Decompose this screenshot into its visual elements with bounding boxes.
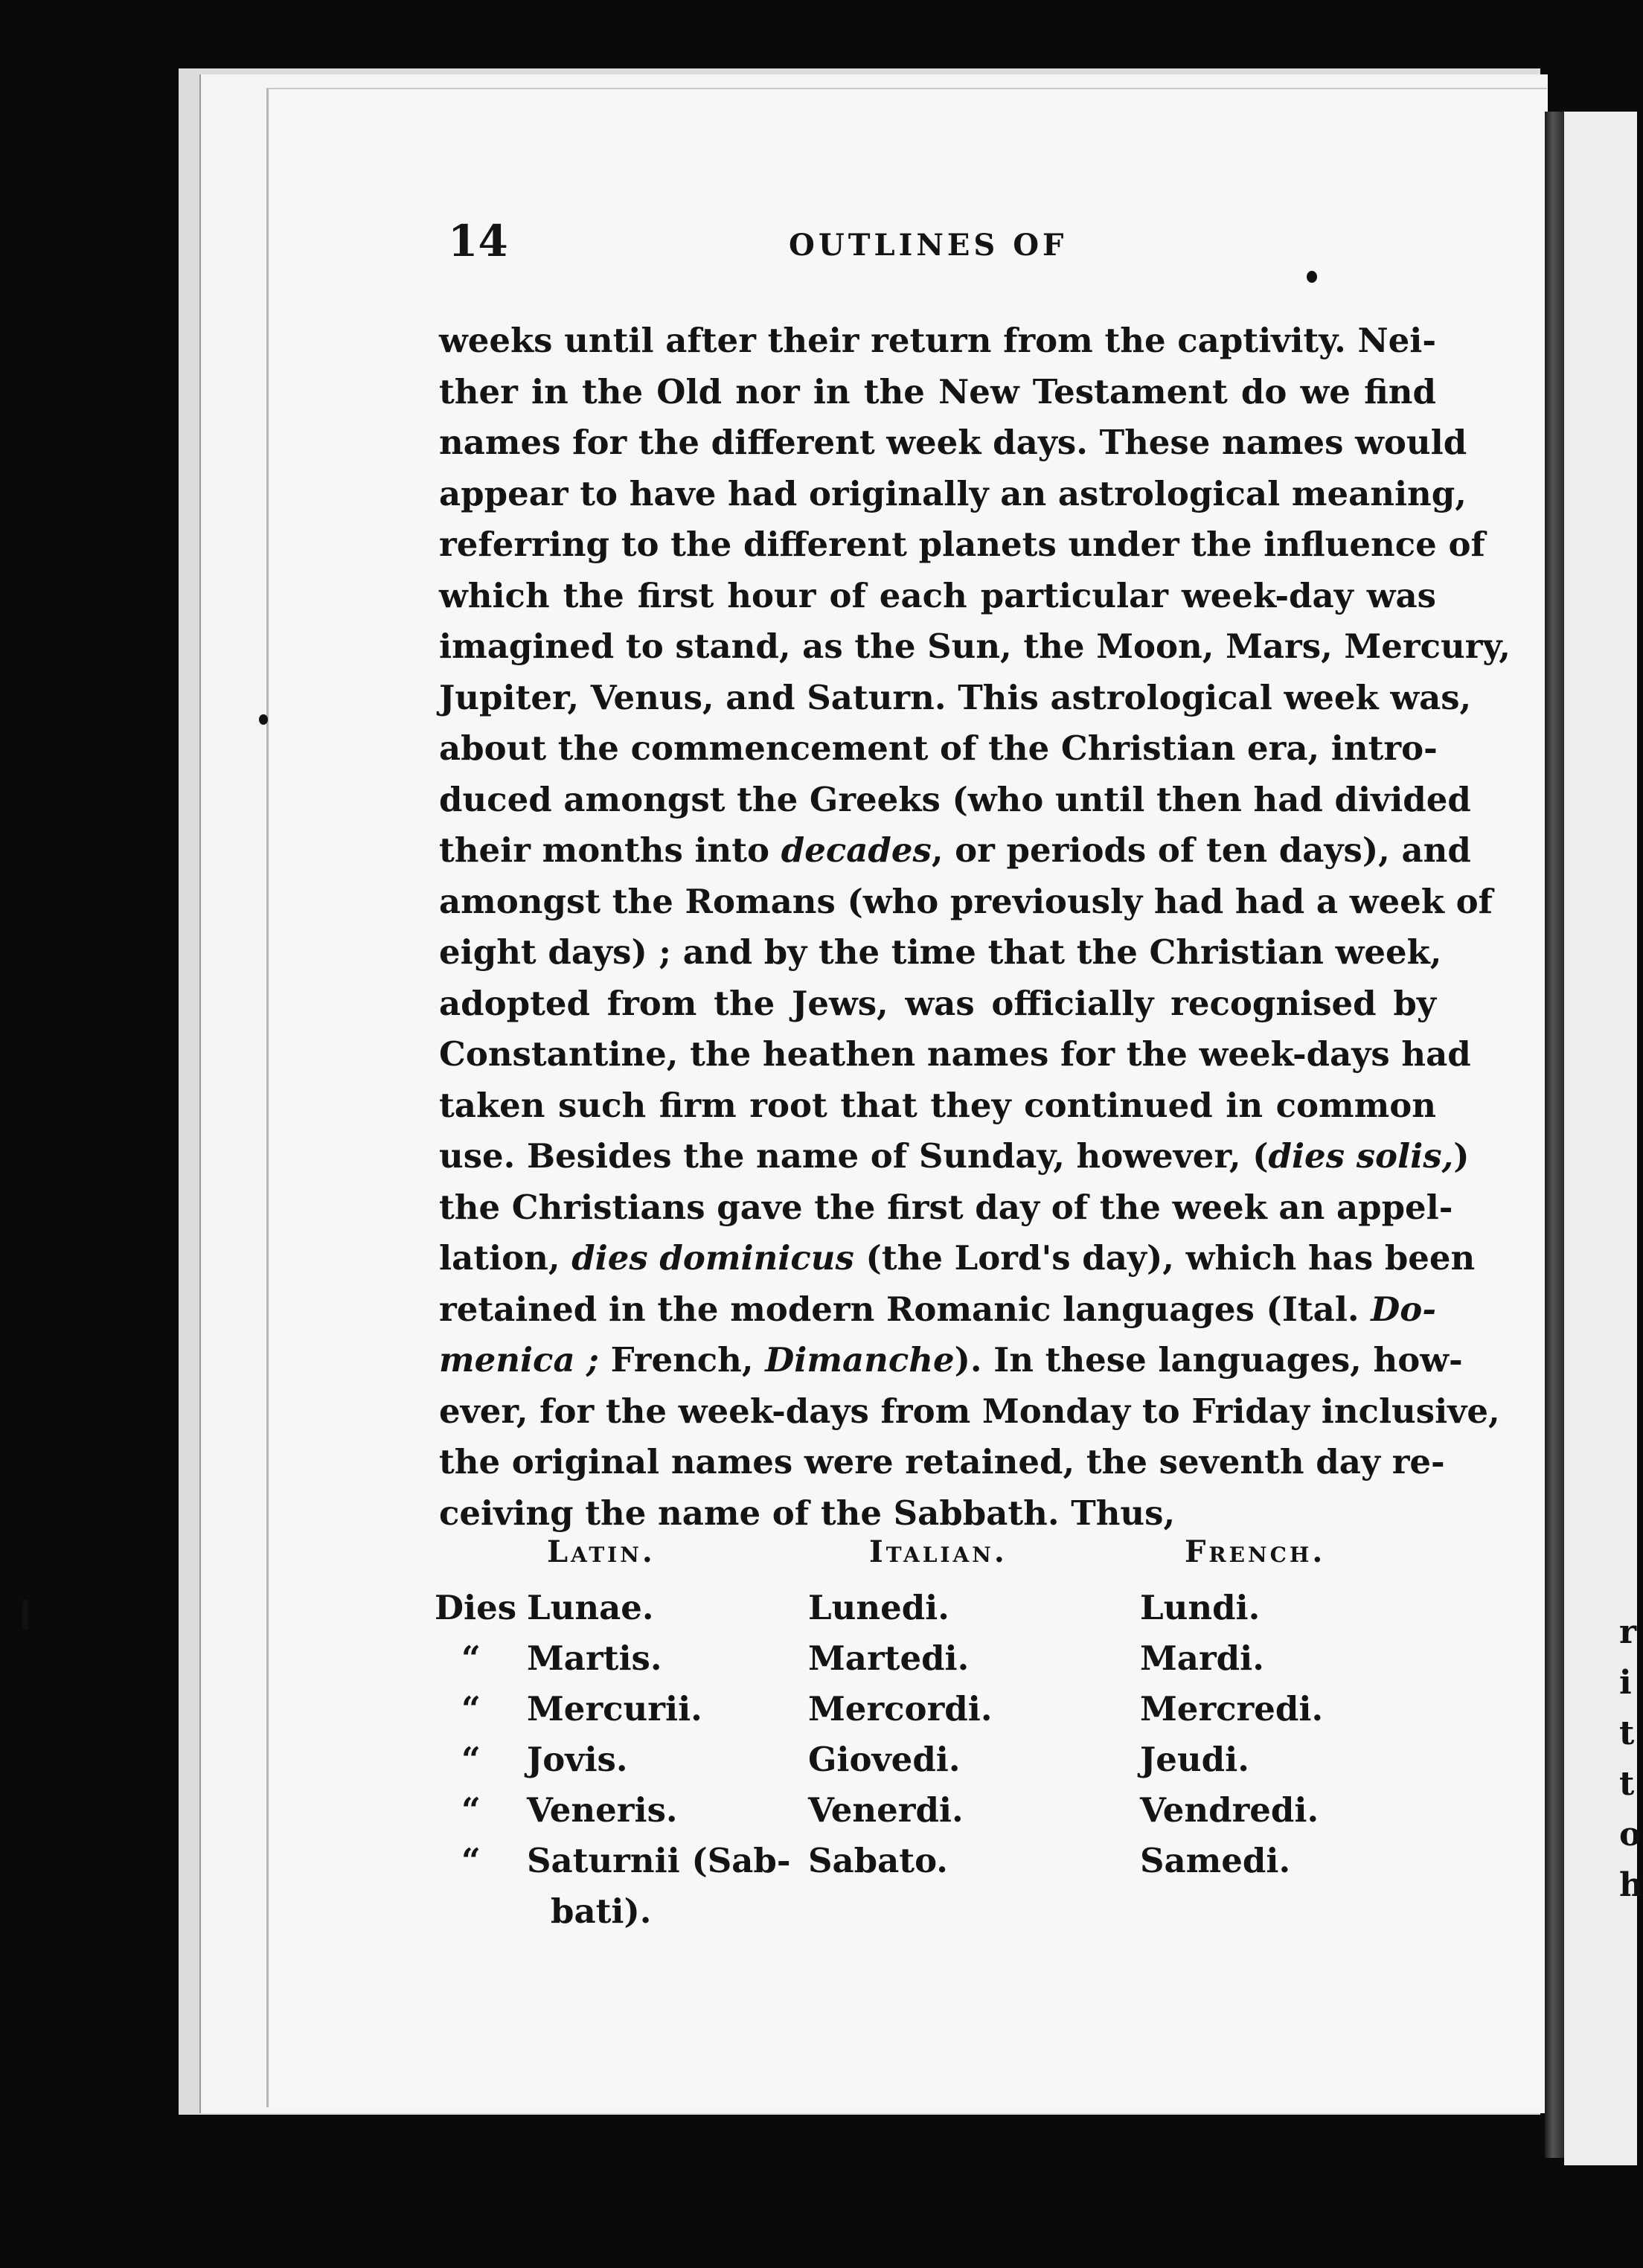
text-line [439, 825, 1471, 877]
italian-name: Venerdi. [808, 1790, 964, 1830]
italian-name: Sabato. [808, 1841, 948, 1880]
text-line: ever, for the week-days from Monday to Friday inclusive, [439, 1391, 1500, 1431]
text-line [439, 1335, 1463, 1386]
next-page-letter: o [1619, 1816, 1642, 1854]
next-page-letter: t [1619, 1765, 1635, 1803]
table-row [439, 1790, 1436, 1841]
text-run: ) [1453, 1136, 1470, 1176]
next-page-edge [1564, 112, 1637, 2165]
text-line: the Christians gave the first day of the week an appel- [439, 1187, 1453, 1227]
next-page-letter: h [1619, 1866, 1643, 1904]
latin-name: Veneris. [527, 1790, 678, 1830]
text-line: duced amongst the Greeks (who until then had divided [439, 779, 1471, 819]
italic-term: decades [781, 830, 932, 870]
text-line: Jupiter, Venus, and Saturn. This astrological week was, [439, 677, 1472, 717]
text-run: , or periods of ten days), and [931, 830, 1471, 870]
text-line: Constantine, the heathen names for the week-days had [439, 1034, 1471, 1074]
french-name: Mardi. [1140, 1638, 1264, 1678]
french-name: Samedi. [1140, 1841, 1291, 1880]
italic-term: Do- [1371, 1289, 1436, 1329]
next-page-letter: r [1619, 1613, 1637, 1651]
page-header [439, 216, 1436, 283]
running-head: OUTLINES OF [789, 228, 1068, 263]
column-header-french: French. [1185, 1534, 1326, 1569]
column-header-italian: Italian. [869, 1534, 1008, 1569]
text-line: appear to have had originally an astrological meaning, [439, 473, 1467, 513]
italian-name: Giovedi. [808, 1740, 961, 1779]
text-run: use. Besides the name of Sunday, however, ( [439, 1136, 1269, 1176]
italic-term: dies solis, [1268, 1136, 1454, 1176]
page-content [435, 216, 1511, 1931]
latin-name: Martis. [527, 1638, 662, 1678]
text-run: French, [598, 1340, 766, 1380]
page-number: 14 [448, 216, 508, 266]
table-row [439, 1740, 1436, 1790]
scan-speck [22, 1600, 28, 1630]
latin-name-continuation: bati). [551, 1891, 652, 1931]
text-line: adopted from the Jews, was officially recognised by [439, 983, 1436, 1023]
italian-name: Martedi. [808, 1638, 970, 1678]
next-page-letter: i [1619, 1664, 1632, 1702]
text-line: which the first hour of each particular week-day was [439, 575, 1436, 615]
french-name: Jeudi. [1140, 1740, 1249, 1779]
text-line [439, 1284, 1436, 1336]
latin-name: Saturnii (Sab- [527, 1841, 791, 1880]
text-run: ). In these languages, how- [954, 1340, 1463, 1380]
text-line: eight days) ; and by the time that the Christian week, [439, 932, 1442, 972]
table-row [439, 1689, 1436, 1740]
text-line: referring to the different planets under the influence of [439, 525, 1485, 564]
row-prefix: Dies [435, 1588, 517, 1627]
row-prefix: “ [461, 1841, 481, 1880]
scan-speck [259, 714, 268, 725]
text-run: their months into [439, 830, 781, 870]
text-line: names for the different week days. These names would [439, 423, 1467, 462]
text-line: ther in the Old nor in the New Testament do we find [439, 371, 1436, 411]
text-run: lation, [439, 1238, 572, 1278]
latin-name: Lunae. [527, 1588, 654, 1627]
table-row [435, 1588, 1436, 1638]
text-line: amongst the Romans (who previously had had a week of [439, 881, 1493, 921]
text-line [439, 1233, 1476, 1284]
text-line: weeks until after their return from the captivity. Nei- [439, 321, 1437, 360]
text-line: ceiving the name of the Sabbath. Thus, [439, 1493, 1176, 1533]
text-line: imagined to stand, as the Sun, the Moon, Mars, Mercury, [439, 627, 1511, 666]
row-prefix: “ [461, 1689, 481, 1729]
french-name: Mercredi. [1140, 1689, 1324, 1729]
italic-term: Dimanche [765, 1340, 955, 1380]
text-line: the original names were retained, the seventh day re- [439, 1442, 1445, 1481]
row-prefix: “ [461, 1638, 481, 1678]
italian-name: Mercordi. [808, 1689, 993, 1729]
book-spine [1545, 112, 1564, 2158]
text-line: about the commencement of the Christian era, intro- [439, 728, 1438, 768]
row-prefix: “ [461, 1740, 481, 1779]
text-line: taken such firm root that they continued in common [439, 1085, 1436, 1125]
column-header-latin: Latin. [547, 1534, 656, 1569]
italic-term: dies dominicus [571, 1238, 854, 1278]
text-run: retained in the modern Romanic languages (Ital. [439, 1289, 1371, 1329]
latin-name: Jovis. [527, 1740, 628, 1779]
body-text [439, 315, 1511, 1539]
french-name: Vendredi. [1140, 1790, 1319, 1830]
french-name: Lundi. [1140, 1588, 1261, 1627]
table-row [439, 1638, 1436, 1689]
text-line [439, 1131, 1470, 1182]
row-prefix: “ [461, 1790, 481, 1830]
latin-name: Mercurii. [527, 1689, 702, 1729]
table-row [439, 1841, 1436, 1891]
text-run: (the Lord's day), which has been [853, 1238, 1476, 1278]
table-row [439, 1891, 1436, 1942]
next-page-letter: t [1619, 1714, 1635, 1752]
italian-name: Lunedi. [808, 1588, 949, 1627]
italic-term: menica ; [439, 1340, 599, 1380]
